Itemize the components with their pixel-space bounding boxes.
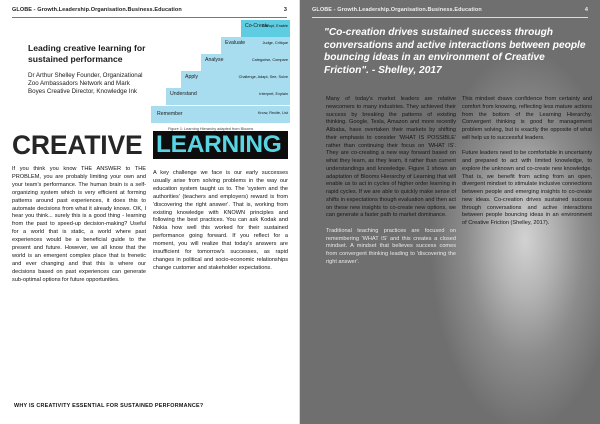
step-keywords: Interpret, Explain [259,92,288,96]
headline [12,128,288,162]
page-number-right: 4 [584,7,588,13]
step-name: Co-Create [245,23,269,29]
header-rule-right [312,17,588,18]
header-rule-left [12,17,287,18]
article-title: Leading creative learning for sustained performance [28,43,146,64]
step-name: Evaluate [225,40,246,46]
page-number-left: 3 [283,7,287,13]
step-keywords: Judge, Critique [262,41,288,45]
paragraph: Many of today's market leaders are relative newcomers to many industries. They achieved their success by breaking the patterns of existing thinking. Google, Tesla, Amazon and more recently Alibaba, have overtaken their markets by shifting their emphasis to consider 'WHAT IS POSSIBLE' rather than continuing their focus on 'WHAT IS'. They are co-creating a new way forward based on what they learn, as they learn, it rather than current understandings and knowledge. Figure 1 shows an adaptation of Blooms Hierarchy of Learning that will enable us to act in cycles of higher order learning in rapid cycles. If we are able to quickly make sense of shifts in expectations though evaluation and then act on these new insights to co-create new options, we can generate a faster path to market dominance. [326,96,456,219]
article-authors: Dr Arthur Shelley Founder, Organizational Zoo Ambassadors Network and Mark Boyes Creative Director, Knowledge Ink [28,72,143,95]
pull-quote: "Co-creation drives sustained success through conversations and active interactions between people bouncing ideas in an environment of Creative Friction". - Shelley, 2017 [324,27,586,76]
step-name: Remember [157,111,183,117]
step-keywords: Categorise, Compare [251,58,288,62]
paragraph: This mindset draws confidence from certainty and comfort from knowing, reflecting less mature actions from the bottom of the Learning Hierarchy. Convergent thinking is good for management problem solving, but is exactly the opposite of what will help us to successful leaders. [462,96,592,141]
body-column-2: A key challenge we face is our early successes usually arise from solving problems in the way our education system taught us to. The 'system and the authorities' (teachers and employers) reward is from 'discovering the right answer'. That is, working from existing knowledge with KNOWN principles and following the best practices. You can ask Kodak and Nokia how well this worked for their sustained performance going forward. If you reflect for a moment, you will realize that today's answers are insufficient for tomorrow's successes, as rapid changes in political and socio-economic relationships change customer and stakeholder expectations. [153,170,288,271]
step-analyse [200,54,290,71]
step-name: Apply [185,74,198,80]
right-column-2 [462,96,592,236]
step-name: Analyse [205,57,224,63]
step-name: Understand [170,91,197,97]
step-keywords: Challenge, Adapt, See, Solve [238,75,288,79]
running-head-right [312,7,588,17]
step-keywords: Know, Recite, List [257,111,288,115]
step-understand [165,88,290,105]
learning-hierarchy-diagram [150,20,290,135]
step-remember [150,106,290,123]
paragraph: Future leaders need to be comfortable in uncertainty and prepared to act with limited knowledge, to explore the unknown and co-create new knowledge. That is, we benefit from acting from an open, divergent mindset to stimulate inclusive connections between people and emerging insights to co-create new ideas. Co-creation drives sustained success through conversations and active interactions between people bouncing ideas in an environment of Creative Friction (Shelley, 2017). [462,150,592,226]
paragraph: Traditional teaching practices are focused on remembering 'WHAT IS' and this creates a closed mindset. A mindset that believes success comes from convergent thinking leading to 'discovering the right answer'. [326,227,456,265]
step-evaluate [220,37,290,54]
figure-caption: Figure 1: Learning Hierarchy adapted from Blooms [168,127,254,131]
headline-learning: LEARNING [153,131,288,159]
running-head-text: GLOBE - Growth.Leadership.Organisation.Business.Education [312,7,482,13]
step-keywords: Disrupt, Enable [262,24,288,28]
body-column-1: If you think you know THE ANSWER to THE PROBLEM, you are probably limiting your own and your team's performance. The human brain is a self-organizing system which is very efficient at forming patterns around past experiences, it does this to automate decisions from what it already knows. OK, I hear you think... surely this is a good thing - learning from the past to speed-up decision-making? Useful for a world that is static, a world where past experiences would be a beneficial guide to the present and future. However, we all know that the world is an emergent complex place that is frenetic and ever changing and that this is where our decisions based on past experiences can generate sub-optimal options for future opportunities. [12,166,146,283]
running-head-text: GLOBE - Growth.Leadership.Organisation.Business.Education [12,7,182,13]
section-question: WHY IS CREATIVITY ESSENTIAL FOR SUSTAINED PERFORMANCE? [14,403,204,409]
headline-creative: CREATIVE [12,130,143,160]
step-co-create [240,20,290,37]
right-column-1 [326,96,456,274]
running-head-left [12,7,287,17]
step-apply [180,71,290,88]
